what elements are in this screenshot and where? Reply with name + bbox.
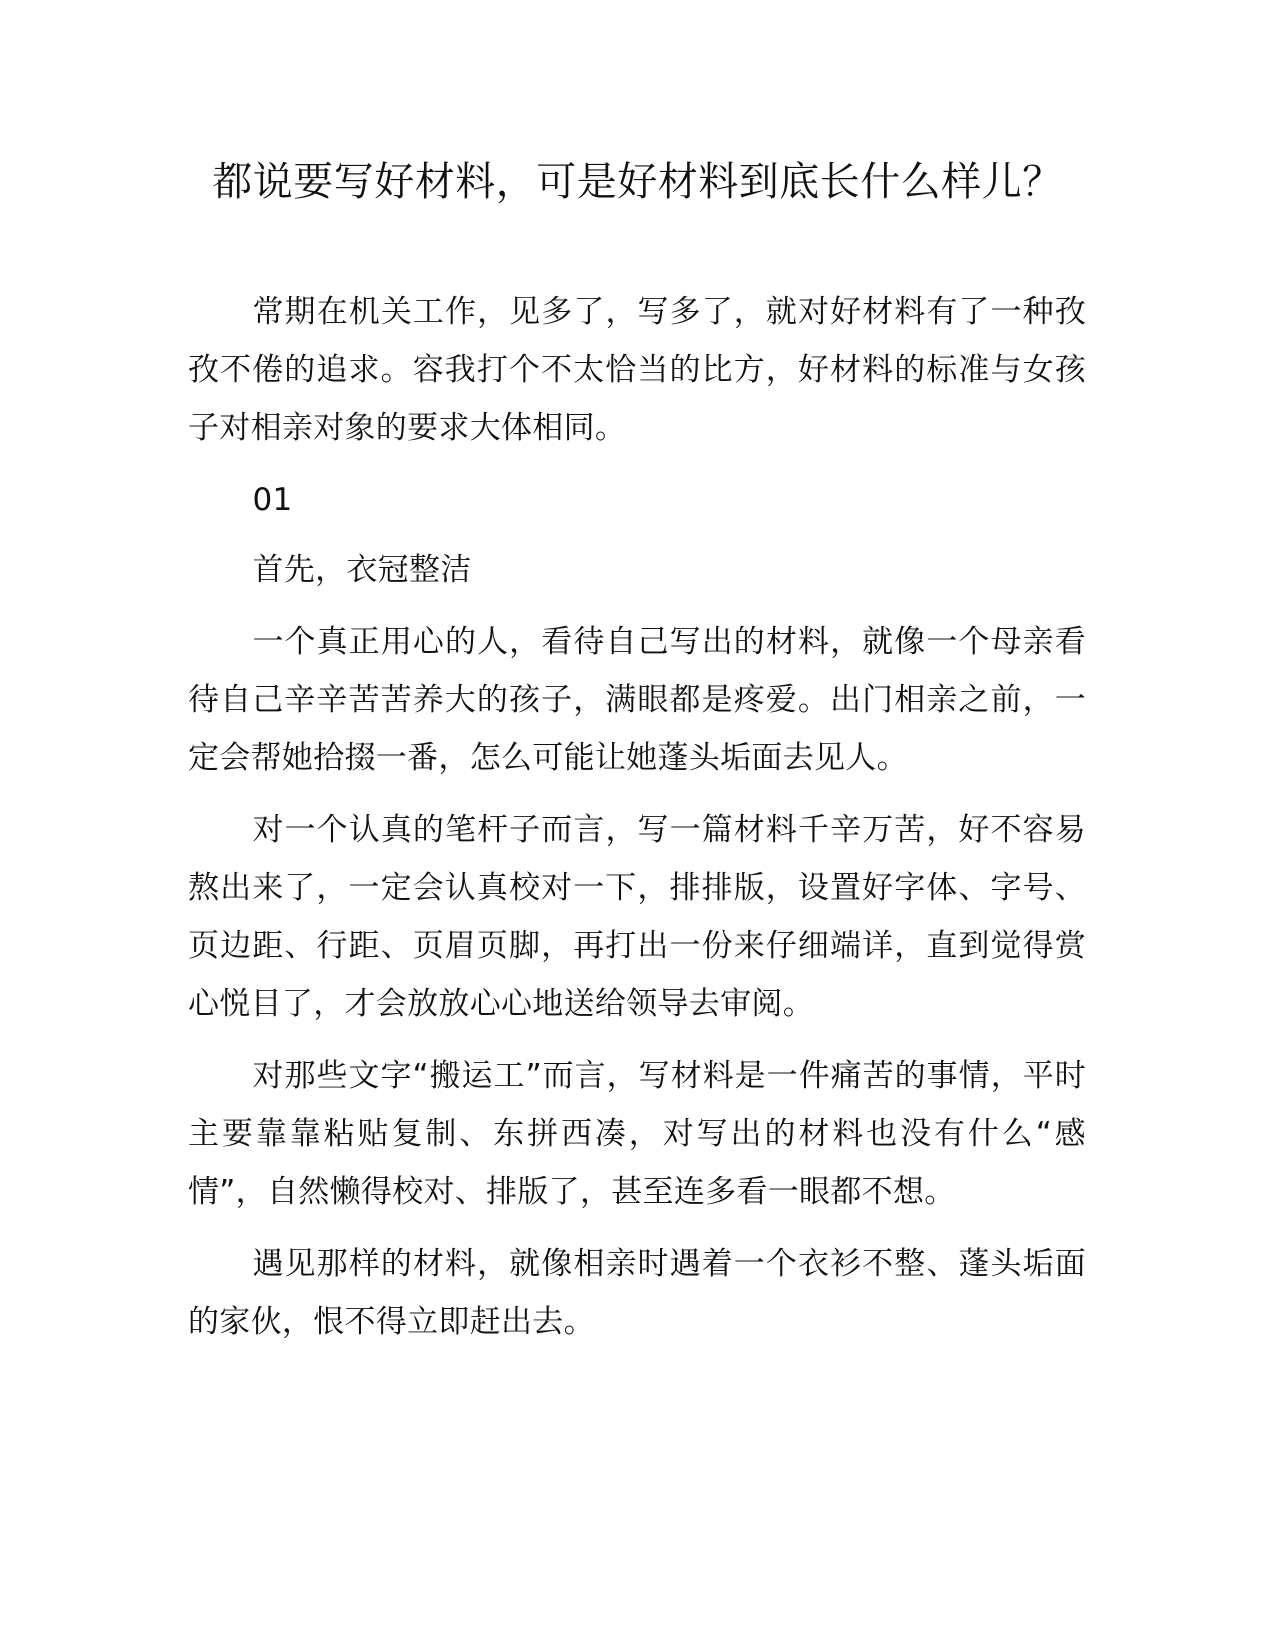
- paragraph: 遇见那样的材料，就像相亲时遇着一个衣衫不整、蓬头垢面的家伙，恨不得立即赶出去。: [188, 1246, 1086, 1340]
- document-title: 都说要写好材料，可是好材料到底长什么样儿？: [212, 159, 1063, 205]
- paragraph: 对一个认真的笔杆子而言，写一篇材料千辛万苦，好不容易熬出来了，一定会认真校对一下，排排版，设置好字体、字号、页边距、行距、页眉页脚，再打出一份来仔细端详，直到觉得赏心悦目了，才会放放心心地送给领导去审阅。: [188, 812, 1086, 1022]
- paragraph: 一个真正用心的人，看待自己写出的材料，就像一个母亲看待自己辛辛苦苦养大的孩子，满眼都是疼爱。出门相亲之前，一定会帮她拾掇一番，怎么可能让她蓬头垢面去见人。: [188, 624, 1086, 776]
- section-heading: 首先，衣冠整洁: [252, 552, 472, 588]
- section-number: 01: [252, 482, 293, 518]
- document-body: [188, 283, 1086, 1365]
- paragraph: 对那些文字“搬运工”而言，写材料是一件痛苦的事情，平时主要靠靠粘贴复制、东拼西凑，对写出的材料也没有什么“感情”，自然懒得校对、排版了，甚至连多看一眼都不想。: [188, 1058, 1086, 1210]
- paragraph-intro: 常期在机关工作，见多了，写多了，就对好材料有了一种孜孜不倦的追求。容我打个不太恰当的比方，好材料的标准与女孩子对相亲对象的要求大体相同。: [188, 294, 1086, 446]
